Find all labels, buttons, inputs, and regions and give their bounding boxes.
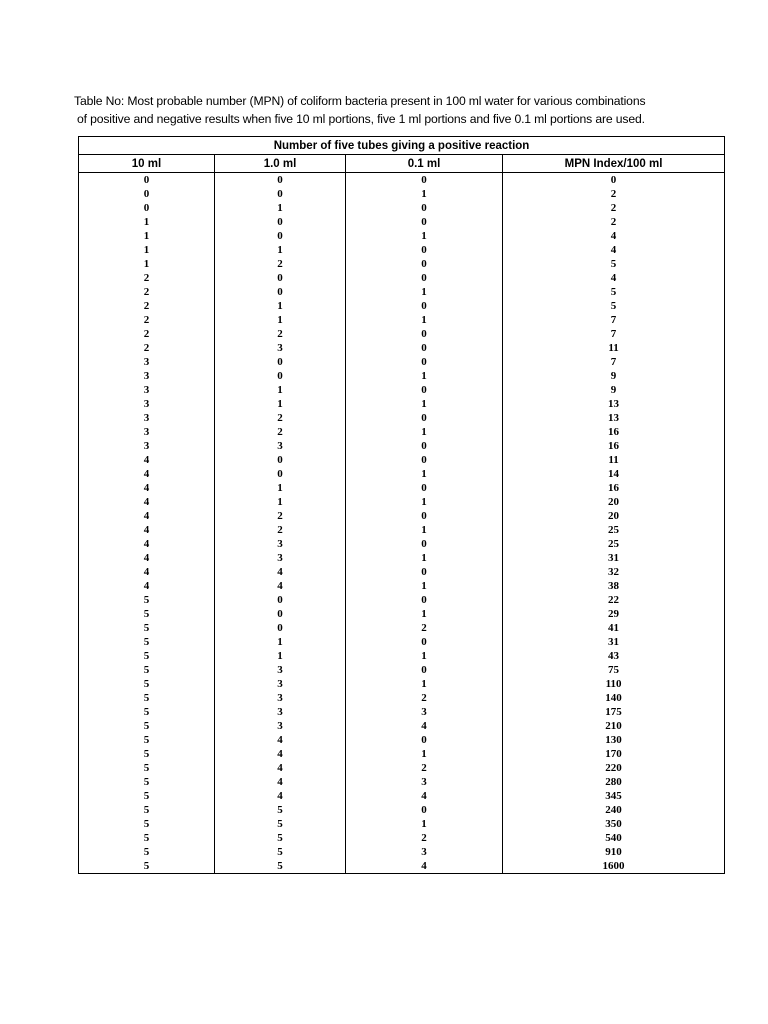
cell-10ml: 5 bbox=[79, 719, 215, 733]
cell-mpn-index: 29 bbox=[503, 607, 725, 621]
caption-line-2: of positive and negative results when five 10 ml portions, five 1 ml portions and five 0.1 ml portions are used. bbox=[77, 112, 645, 126]
table-row bbox=[79, 523, 725, 537]
cell-1ml: 0 bbox=[215, 173, 346, 188]
cell-mpn-index: 240 bbox=[503, 803, 725, 817]
table-row bbox=[79, 439, 725, 453]
cell-0-1ml: 0 bbox=[346, 299, 503, 313]
cell-mpn-index: 22 bbox=[503, 593, 725, 607]
cell-mpn-index: 13 bbox=[503, 397, 725, 411]
table-row bbox=[79, 285, 725, 299]
cell-10ml: 2 bbox=[79, 341, 215, 355]
cell-1ml: 3 bbox=[215, 439, 346, 453]
table-row bbox=[79, 775, 725, 789]
cell-0-1ml: 1 bbox=[346, 467, 503, 481]
cell-10ml: 5 bbox=[79, 859, 215, 874]
cell-1ml: 4 bbox=[215, 775, 346, 789]
table-row bbox=[79, 607, 725, 621]
cell-0-1ml: 1 bbox=[346, 313, 503, 327]
cell-mpn-index: 2 bbox=[503, 201, 725, 215]
cell-1ml: 0 bbox=[215, 369, 346, 383]
table-row bbox=[79, 495, 725, 509]
cell-0-1ml: 1 bbox=[346, 187, 503, 201]
cell-0-1ml: 0 bbox=[346, 383, 503, 397]
group-header: Number of five tubes giving a positive reaction bbox=[79, 137, 725, 155]
cell-1ml: 0 bbox=[215, 271, 346, 285]
table-row bbox=[79, 425, 725, 439]
cell-0-1ml: 1 bbox=[346, 369, 503, 383]
table-row bbox=[79, 621, 725, 635]
cell-0-1ml: 0 bbox=[346, 327, 503, 341]
table-row bbox=[79, 327, 725, 341]
cell-mpn-index: 110 bbox=[503, 677, 725, 691]
cell-mpn-index: 9 bbox=[503, 369, 725, 383]
cell-mpn-index: 170 bbox=[503, 747, 725, 761]
cell-mpn-index: 25 bbox=[503, 537, 725, 551]
cell-mpn-index: 38 bbox=[503, 579, 725, 593]
cell-1ml: 3 bbox=[215, 551, 346, 565]
cell-0-1ml: 0 bbox=[346, 215, 503, 229]
cell-0-1ml: 4 bbox=[346, 859, 503, 874]
table-row bbox=[79, 845, 725, 859]
cell-1ml: 2 bbox=[215, 425, 346, 439]
table-row bbox=[79, 831, 725, 845]
table-row bbox=[79, 719, 725, 733]
cell-0-1ml: 1 bbox=[346, 551, 503, 565]
table-row bbox=[79, 313, 725, 327]
cell-10ml: 5 bbox=[79, 831, 215, 845]
cell-0-1ml: 1 bbox=[346, 817, 503, 831]
cell-0-1ml: 1 bbox=[346, 649, 503, 663]
cell-1ml: 5 bbox=[215, 817, 346, 831]
cell-1ml: 3 bbox=[215, 537, 346, 551]
column-header-mpn-index: MPN Index/100 ml bbox=[503, 155, 725, 173]
table-row bbox=[79, 649, 725, 663]
cell-1ml: 5 bbox=[215, 803, 346, 817]
cell-0-1ml: 0 bbox=[346, 509, 503, 523]
cell-0-1ml: 0 bbox=[346, 341, 503, 355]
cell-0-1ml: 3 bbox=[346, 775, 503, 789]
cell-mpn-index: 540 bbox=[503, 831, 725, 845]
cell-mpn-index: 5 bbox=[503, 285, 725, 299]
cell-mpn-index: 9 bbox=[503, 383, 725, 397]
cell-0-1ml: 0 bbox=[346, 803, 503, 817]
cell-mpn-index: 210 bbox=[503, 719, 725, 733]
mpn-table bbox=[78, 136, 725, 874]
table-row bbox=[79, 215, 725, 229]
column-header-1ml: 1.0 ml bbox=[215, 155, 346, 173]
cell-1ml: 1 bbox=[215, 481, 346, 495]
cell-0-1ml: 1 bbox=[346, 677, 503, 691]
cell-10ml: 4 bbox=[79, 565, 215, 579]
cell-10ml: 4 bbox=[79, 467, 215, 481]
cell-mpn-index: 4 bbox=[503, 271, 725, 285]
cell-1ml: 5 bbox=[215, 845, 346, 859]
cell-0-1ml: 2 bbox=[346, 761, 503, 775]
cell-10ml: 3 bbox=[79, 369, 215, 383]
cell-mpn-index: 280 bbox=[503, 775, 725, 789]
cell-10ml: 5 bbox=[79, 593, 215, 607]
cell-10ml: 2 bbox=[79, 285, 215, 299]
table-row bbox=[79, 551, 725, 565]
cell-10ml: 4 bbox=[79, 509, 215, 523]
cell-0-1ml: 2 bbox=[346, 691, 503, 705]
cell-mpn-index: 13 bbox=[503, 411, 725, 425]
cell-10ml: 5 bbox=[79, 789, 215, 803]
cell-mpn-index: 0 bbox=[503, 173, 725, 188]
cell-1ml: 0 bbox=[215, 467, 346, 481]
cell-10ml: 4 bbox=[79, 537, 215, 551]
cell-0-1ml: 4 bbox=[346, 719, 503, 733]
caption-line-1: Table No: Most probable number (MPN) of coliform bacteria present in 100 ml water for various combinations bbox=[74, 94, 646, 108]
cell-1ml: 1 bbox=[215, 243, 346, 257]
cell-mpn-index: 140 bbox=[503, 691, 725, 705]
cell-1ml: 1 bbox=[215, 397, 346, 411]
cell-0-1ml: 3 bbox=[346, 845, 503, 859]
cell-1ml: 2 bbox=[215, 523, 346, 537]
cell-mpn-index: 20 bbox=[503, 495, 725, 509]
cell-0-1ml: 1 bbox=[346, 425, 503, 439]
cell-10ml: 4 bbox=[79, 481, 215, 495]
cell-10ml: 3 bbox=[79, 411, 215, 425]
cell-mpn-index: 11 bbox=[503, 453, 725, 467]
cell-mpn-index: 31 bbox=[503, 551, 725, 565]
cell-10ml: 5 bbox=[79, 635, 215, 649]
cell-mpn-index: 11 bbox=[503, 341, 725, 355]
cell-mpn-index: 32 bbox=[503, 565, 725, 579]
cell-mpn-index: 16 bbox=[503, 425, 725, 439]
cell-10ml: 1 bbox=[79, 229, 215, 243]
cell-0-1ml: 2 bbox=[346, 621, 503, 635]
cell-0-1ml: 1 bbox=[346, 523, 503, 537]
cell-10ml: 2 bbox=[79, 313, 215, 327]
table-row bbox=[79, 397, 725, 411]
cell-1ml: 1 bbox=[215, 299, 346, 313]
cell-0-1ml: 1 bbox=[346, 229, 503, 243]
cell-0-1ml: 1 bbox=[346, 285, 503, 299]
cell-0-1ml: 0 bbox=[346, 635, 503, 649]
cell-1ml: 0 bbox=[215, 621, 346, 635]
cell-1ml: 4 bbox=[215, 747, 346, 761]
cell-1ml: 4 bbox=[215, 789, 346, 803]
cell-mpn-index: 25 bbox=[503, 523, 725, 537]
cell-1ml: 4 bbox=[215, 565, 346, 579]
cell-1ml: 1 bbox=[215, 383, 346, 397]
cell-1ml: 5 bbox=[215, 831, 346, 845]
table-row bbox=[79, 579, 725, 593]
cell-0-1ml: 4 bbox=[346, 789, 503, 803]
cell-mpn-index: 5 bbox=[503, 257, 725, 271]
cell-10ml: 5 bbox=[79, 677, 215, 691]
cell-0-1ml: 0 bbox=[346, 663, 503, 677]
cell-1ml: 1 bbox=[215, 313, 346, 327]
table-row bbox=[79, 733, 725, 747]
table-row bbox=[79, 243, 725, 257]
cell-mpn-index: 220 bbox=[503, 761, 725, 775]
cell-10ml: 2 bbox=[79, 327, 215, 341]
cell-10ml: 5 bbox=[79, 817, 215, 831]
cell-1ml: 1 bbox=[215, 635, 346, 649]
table-row bbox=[79, 383, 725, 397]
cell-10ml: 4 bbox=[79, 453, 215, 467]
cell-0-1ml: 0 bbox=[346, 355, 503, 369]
cell-10ml: 0 bbox=[79, 173, 215, 188]
table-row bbox=[79, 817, 725, 831]
table-row bbox=[79, 467, 725, 481]
cell-10ml: 5 bbox=[79, 705, 215, 719]
cell-1ml: 0 bbox=[215, 593, 346, 607]
cell-0-1ml: 1 bbox=[346, 397, 503, 411]
table-row bbox=[79, 593, 725, 607]
cell-mpn-index: 345 bbox=[503, 789, 725, 803]
cell-mpn-index: 1600 bbox=[503, 859, 725, 874]
table-row bbox=[79, 481, 725, 495]
cell-10ml: 1 bbox=[79, 215, 215, 229]
cell-1ml: 0 bbox=[215, 285, 346, 299]
cell-0-1ml: 0 bbox=[346, 593, 503, 607]
table-row bbox=[79, 565, 725, 579]
cell-mpn-index: 7 bbox=[503, 313, 725, 327]
cell-0-1ml: 0 bbox=[346, 733, 503, 747]
cell-1ml: 0 bbox=[215, 187, 346, 201]
table-row bbox=[79, 635, 725, 649]
cell-10ml: 2 bbox=[79, 271, 215, 285]
column-header-0-1ml: 0.1 ml bbox=[346, 155, 503, 173]
cell-1ml: 3 bbox=[215, 663, 346, 677]
cell-1ml: 0 bbox=[215, 355, 346, 369]
cell-10ml: 3 bbox=[79, 383, 215, 397]
cell-1ml: 3 bbox=[215, 719, 346, 733]
table-row bbox=[79, 453, 725, 467]
cell-mpn-index: 4 bbox=[503, 243, 725, 257]
table-row bbox=[79, 859, 725, 874]
cell-mpn-index: 5 bbox=[503, 299, 725, 313]
cell-mpn-index: 43 bbox=[503, 649, 725, 663]
cell-10ml: 1 bbox=[79, 243, 215, 257]
table-row bbox=[79, 299, 725, 313]
cell-1ml: 2 bbox=[215, 327, 346, 341]
cell-0-1ml: 0 bbox=[346, 439, 503, 453]
cell-0-1ml: 0 bbox=[346, 257, 503, 271]
cell-10ml: 5 bbox=[79, 761, 215, 775]
cell-1ml: 0 bbox=[215, 607, 346, 621]
table-row bbox=[79, 761, 725, 775]
cell-0-1ml: 0 bbox=[346, 453, 503, 467]
table-row bbox=[79, 411, 725, 425]
cell-10ml: 4 bbox=[79, 579, 215, 593]
cell-10ml: 3 bbox=[79, 425, 215, 439]
table-row bbox=[79, 229, 725, 243]
table-row bbox=[79, 691, 725, 705]
cell-10ml: 5 bbox=[79, 775, 215, 789]
cell-10ml: 5 bbox=[79, 733, 215, 747]
cell-mpn-index: 2 bbox=[503, 187, 725, 201]
cell-0-1ml: 0 bbox=[346, 173, 503, 188]
cell-10ml: 5 bbox=[79, 691, 215, 705]
cell-0-1ml: 0 bbox=[346, 565, 503, 579]
cell-mpn-index: 4 bbox=[503, 229, 725, 243]
cell-mpn-index: 2 bbox=[503, 215, 725, 229]
cell-1ml: 0 bbox=[215, 453, 346, 467]
table-row bbox=[79, 663, 725, 677]
cell-mpn-index: 175 bbox=[503, 705, 725, 719]
table-row bbox=[79, 509, 725, 523]
cell-1ml: 3 bbox=[215, 705, 346, 719]
cell-0-1ml: 1 bbox=[346, 747, 503, 761]
table-row bbox=[79, 257, 725, 271]
cell-mpn-index: 7 bbox=[503, 327, 725, 341]
cell-1ml: 2 bbox=[215, 509, 346, 523]
table-row bbox=[79, 173, 725, 188]
cell-10ml: 0 bbox=[79, 201, 215, 215]
cell-0-1ml: 1 bbox=[346, 579, 503, 593]
cell-1ml: 4 bbox=[215, 579, 346, 593]
table-row bbox=[79, 201, 725, 215]
table-row bbox=[79, 705, 725, 719]
table-row bbox=[79, 677, 725, 691]
cell-0-1ml: 0 bbox=[346, 481, 503, 495]
cell-1ml: 1 bbox=[215, 495, 346, 509]
cell-mpn-index: 41 bbox=[503, 621, 725, 635]
cell-10ml: 5 bbox=[79, 803, 215, 817]
table-caption bbox=[74, 92, 734, 128]
cell-mpn-index: 910 bbox=[503, 845, 725, 859]
table-body bbox=[79, 173, 725, 874]
cell-1ml: 4 bbox=[215, 733, 346, 747]
cell-1ml: 3 bbox=[215, 677, 346, 691]
cell-10ml: 3 bbox=[79, 439, 215, 453]
cell-0-1ml: 0 bbox=[346, 243, 503, 257]
cell-mpn-index: 16 bbox=[503, 481, 725, 495]
table-row bbox=[79, 789, 725, 803]
cell-0-1ml: 0 bbox=[346, 271, 503, 285]
column-header-10ml: 10 ml bbox=[79, 155, 215, 173]
cell-1ml: 2 bbox=[215, 257, 346, 271]
cell-0-1ml: 1 bbox=[346, 495, 503, 509]
cell-mpn-index: 31 bbox=[503, 635, 725, 649]
cell-1ml: 3 bbox=[215, 341, 346, 355]
cell-10ml: 0 bbox=[79, 187, 215, 201]
cell-0-1ml: 0 bbox=[346, 411, 503, 425]
cell-1ml: 0 bbox=[215, 215, 346, 229]
cell-1ml: 5 bbox=[215, 859, 346, 874]
cell-1ml: 2 bbox=[215, 411, 346, 425]
table-row bbox=[79, 271, 725, 285]
cell-mpn-index: 75 bbox=[503, 663, 725, 677]
cell-10ml: 3 bbox=[79, 355, 215, 369]
cell-10ml: 5 bbox=[79, 663, 215, 677]
cell-mpn-index: 130 bbox=[503, 733, 725, 747]
cell-10ml: 5 bbox=[79, 621, 215, 635]
cell-0-1ml: 0 bbox=[346, 201, 503, 215]
cell-0-1ml: 3 bbox=[346, 705, 503, 719]
table-row bbox=[79, 341, 725, 355]
cell-10ml: 3 bbox=[79, 397, 215, 411]
cell-1ml: 1 bbox=[215, 201, 346, 215]
cell-0-1ml: 1 bbox=[346, 607, 503, 621]
cell-mpn-index: 350 bbox=[503, 817, 725, 831]
cell-10ml: 5 bbox=[79, 747, 215, 761]
cell-1ml: 4 bbox=[215, 761, 346, 775]
table-row bbox=[79, 537, 725, 551]
cell-1ml: 0 bbox=[215, 229, 346, 243]
cell-10ml: 5 bbox=[79, 607, 215, 621]
table-row bbox=[79, 355, 725, 369]
table-row bbox=[79, 187, 725, 201]
cell-mpn-index: 16 bbox=[503, 439, 725, 453]
cell-0-1ml: 2 bbox=[346, 831, 503, 845]
column-header-row bbox=[79, 155, 725, 173]
cell-mpn-index: 20 bbox=[503, 509, 725, 523]
cell-10ml: 4 bbox=[79, 495, 215, 509]
group-header-row bbox=[79, 137, 725, 155]
cell-1ml: 3 bbox=[215, 691, 346, 705]
cell-10ml: 4 bbox=[79, 551, 215, 565]
cell-1ml: 1 bbox=[215, 649, 346, 663]
cell-0-1ml: 0 bbox=[346, 537, 503, 551]
table-row bbox=[79, 747, 725, 761]
cell-10ml: 5 bbox=[79, 845, 215, 859]
cell-10ml: 1 bbox=[79, 257, 215, 271]
cell-mpn-index: 14 bbox=[503, 467, 725, 481]
cell-mpn-index: 7 bbox=[503, 355, 725, 369]
cell-10ml: 4 bbox=[79, 523, 215, 537]
cell-10ml: 2 bbox=[79, 299, 215, 313]
cell-10ml: 5 bbox=[79, 649, 215, 663]
table-row bbox=[79, 369, 725, 383]
table-row bbox=[79, 803, 725, 817]
